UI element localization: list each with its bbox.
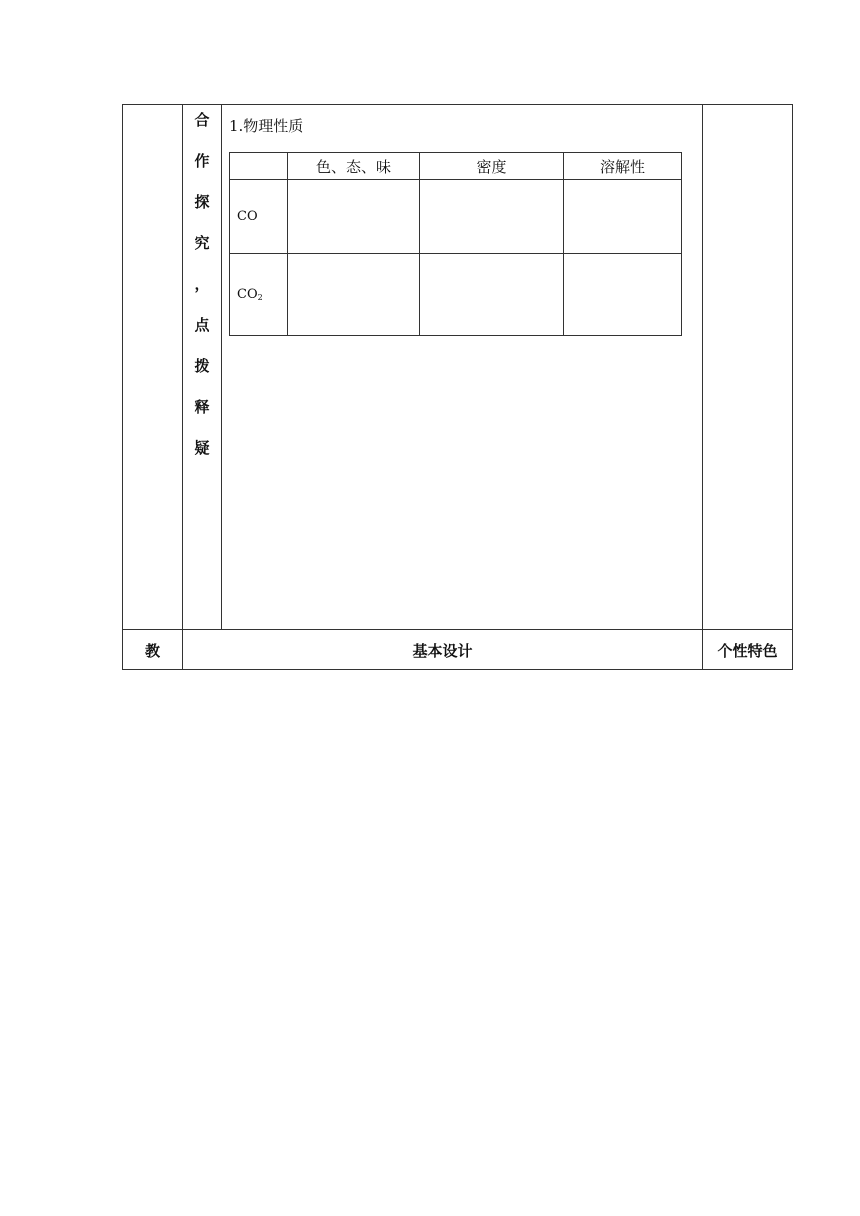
section-title: 1.物理性质 [229, 117, 304, 135]
table-header-corner [230, 153, 288, 180]
table-header-appearance: 色、态、味 [288, 153, 420, 180]
table-cell [288, 254, 420, 336]
row-label-text: CO [237, 209, 258, 224]
table-cell [420, 180, 564, 254]
footer-teach-label: 教 [144, 641, 160, 660]
stage-label-char: 究 [194, 234, 210, 252]
stage-label-char: 探 [194, 193, 210, 211]
footer-basic-design: 基本设计 [412, 641, 473, 660]
table-row [230, 254, 682, 336]
column-divider-2 [221, 105, 222, 630]
stage-label-char: 拨 [194, 357, 210, 375]
row-label-text: CO [237, 287, 258, 302]
row-label-co [230, 180, 288, 254]
table-row [230, 180, 682, 254]
stage-label-char: 合 [194, 111, 210, 129]
footer-personal-features: 个性特色 [717, 641, 778, 660]
stage-label-char: ， [194, 275, 210, 293]
lesson-plan-table [122, 104, 793, 670]
stage-label-char: 点 [194, 316, 210, 334]
physical-properties-table [229, 152, 682, 336]
table-cell [420, 254, 564, 336]
row-label-subscript: 2 [257, 293, 263, 302]
stage-label [183, 105, 221, 630]
stage-label-char: 疑 [194, 439, 210, 457]
table-header-solubility: 溶解性 [564, 153, 682, 180]
table-cell [564, 180, 682, 254]
row-label-co2 [230, 254, 288, 336]
column-divider-3 [702, 105, 703, 670]
table-header-density: 密度 [420, 153, 564, 180]
stage-label-char: 释 [194, 398, 210, 416]
stage-label-char: 作 [194, 152, 210, 170]
table-cell [288, 180, 420, 254]
table-cell [564, 254, 682, 336]
table-header-row [230, 153, 682, 180]
